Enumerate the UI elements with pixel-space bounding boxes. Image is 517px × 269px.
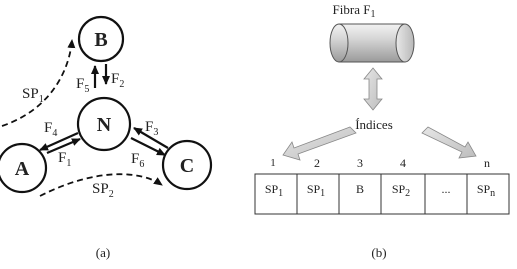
index-array [255,174,509,214]
double-arrow-icon [364,68,382,110]
index-number: 4 [400,156,406,170]
cell-value: $SP_1$ [306,182,326,199]
index-number: n [484,156,490,170]
cell-value: $SP_1$ [264,182,284,199]
node-b-label: B [94,29,108,51]
caption-b: (b) [371,245,387,260]
panel-b-fiber-index [255,2,509,260]
label-f4: $F_4$ [44,120,58,139]
label-sp2: $SP_2$ [92,181,114,200]
fiber-cylinder-icon [330,24,414,62]
path-sp1-arrow [2,40,72,126]
cell-value: ... [441,182,451,196]
label-f2: $F_2$ [111,71,125,90]
index-number: 1 [270,157,276,169]
caption-a: (a) [95,245,111,260]
indices-label: Índices [355,117,393,132]
cell-value: $SP_n$ [476,182,496,199]
right-diagonal-arrow-icon [422,127,476,158]
label-f5: $F_5$ [76,76,90,95]
node-c-label: C [179,155,195,177]
node-n-label: N [96,114,112,136]
label-f3: $F_3$ [145,119,159,138]
label-f6: $F_6$ [131,151,145,170]
cell-value: B [355,182,365,196]
label-sp1: $SP_1$ [22,86,44,105]
fiber-label: Fibra $F_1$ [332,2,376,20]
panel-a-network [0,17,211,260]
label-f1: $F_1$ [58,150,72,169]
index-number: 2 [314,156,320,170]
node-a-label: A [14,158,30,180]
index-number: 3 [357,156,363,170]
cell-value: $SP_2$ [391,182,411,199]
